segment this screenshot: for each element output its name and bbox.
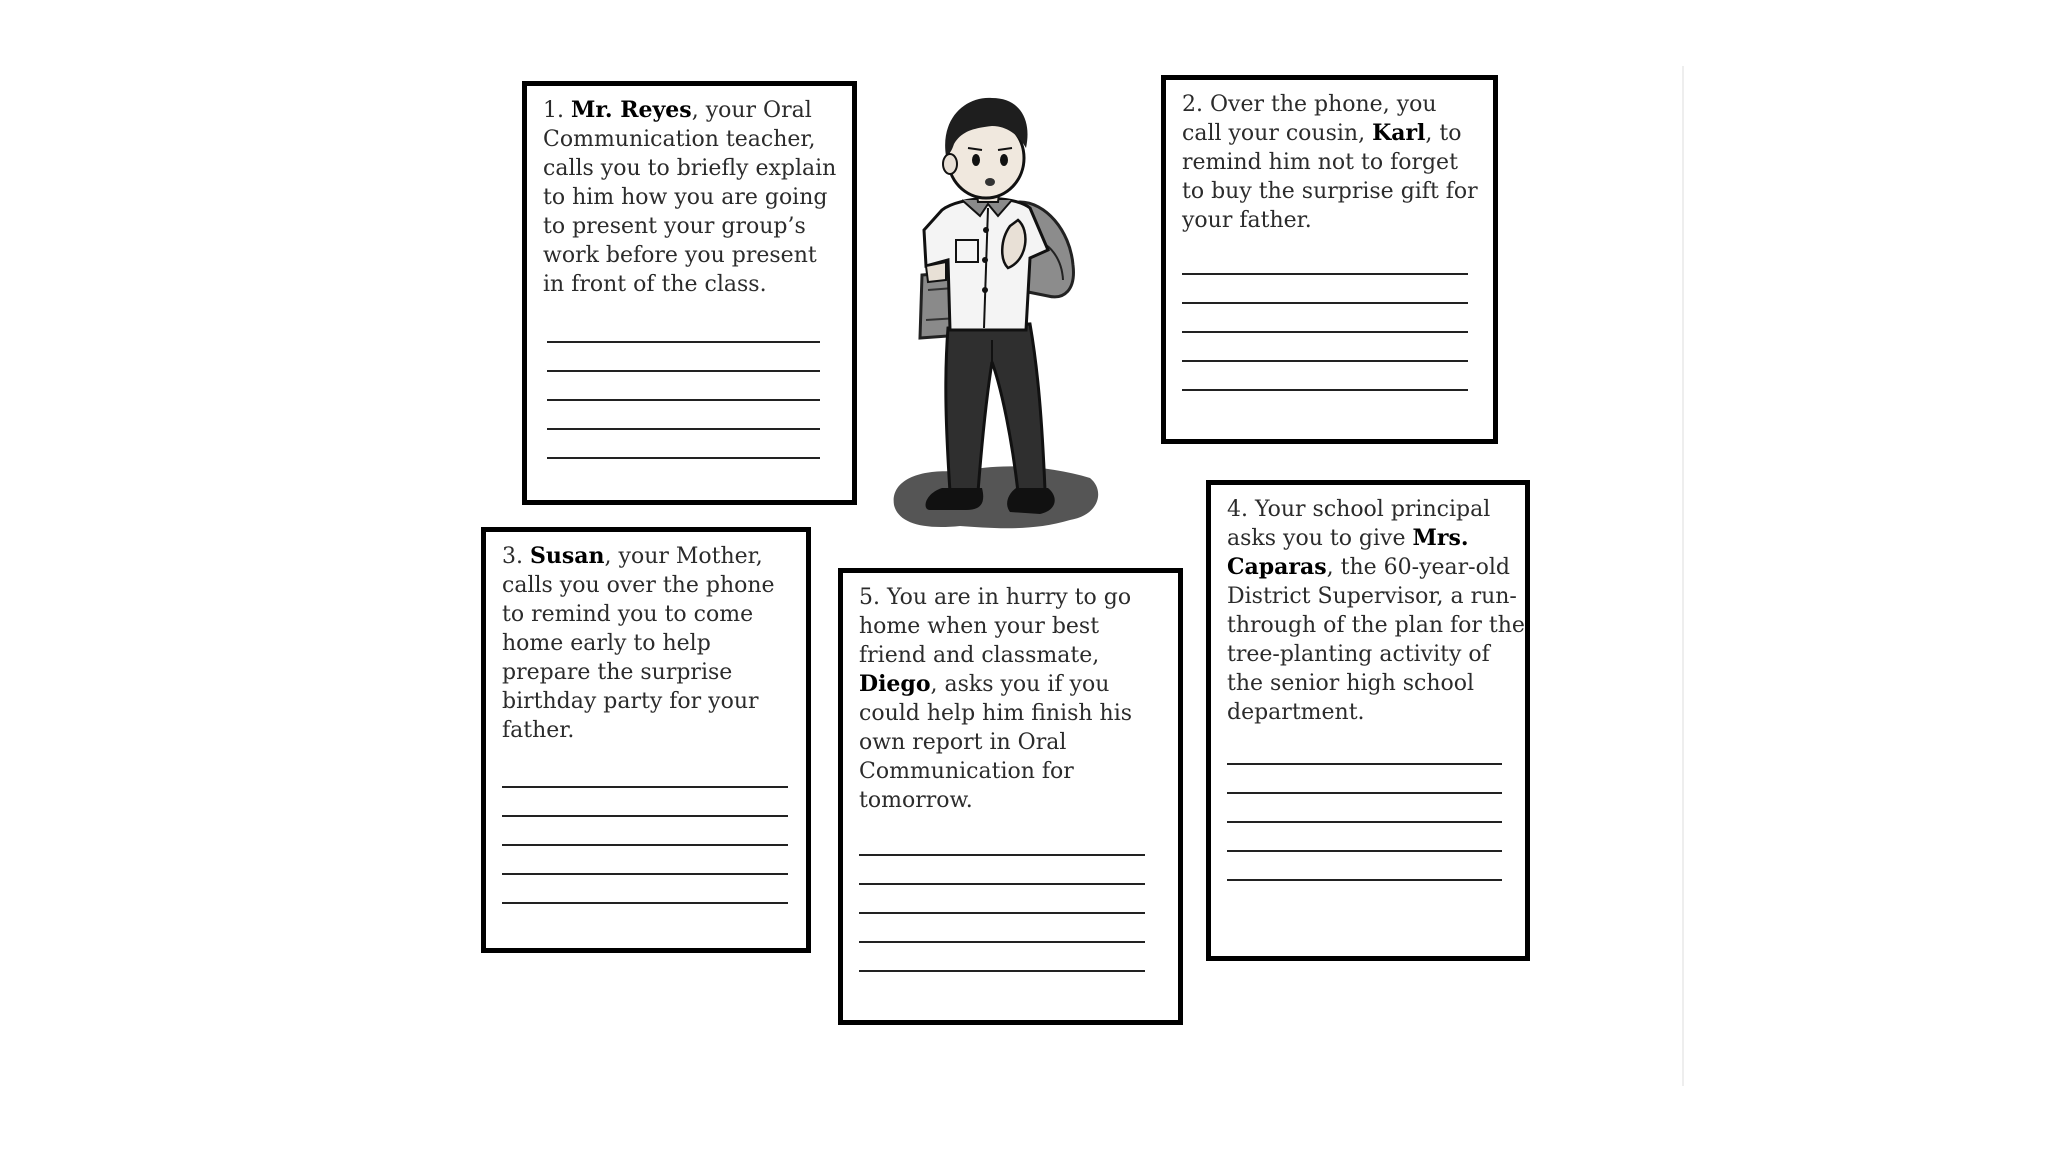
- answer-line[interactable]: [547, 370, 820, 372]
- scenario-text-3: 3. Susan, your Mother, calls you over the phone to remind you to come home early to help prepare the surprise birthday party for your father.: [502, 543, 775, 743]
- scenario-name-4: Mrs. Caparas: [1227, 525, 1469, 580]
- answer-line[interactable]: [859, 912, 1145, 914]
- answer-lines-3: [502, 786, 788, 906]
- scenario-card-5: [838, 568, 1183, 1025]
- answer-line[interactable]: [859, 970, 1145, 972]
- answer-line[interactable]: [547, 399, 820, 401]
- scenario-card-4: [1206, 480, 1530, 961]
- scenario-text-4: 4. Your school principal asks you to give Mrs. Caparas, the 60-year-old District Supervisor, a run-through of the plan for the tree-planting activity of the senior high school department.: [1227, 497, 1525, 725]
- page-divider: [1682, 66, 1684, 1086]
- answer-lines-1: [547, 341, 820, 461]
- scenario-card-2: [1161, 75, 1498, 444]
- answer-line[interactable]: [502, 786, 788, 788]
- answer-lines-2: [1182, 273, 1468, 393]
- scenario-text-1: 1. Mr. Reyes, your Oral Communication teacher, calls you to briefly explain to him how you are going to present your group’s work before you present in front of the class.: [543, 97, 837, 297]
- scenario-card-1: [522, 81, 857, 505]
- scenario-name-1: Mr. Reyes: [571, 97, 692, 123]
- answer-line[interactable]: [1182, 360, 1468, 362]
- answer-lines-4: [1227, 763, 1502, 883]
- answer-line[interactable]: [502, 844, 788, 846]
- answer-line[interactable]: [1182, 273, 1468, 275]
- scenario-card-3: [481, 527, 811, 953]
- answer-line[interactable]: [1182, 302, 1468, 304]
- answer-line[interactable]: [1227, 763, 1502, 765]
- answer-line[interactable]: [859, 883, 1145, 885]
- answer-line[interactable]: [502, 815, 788, 817]
- answer-line[interactable]: [859, 941, 1145, 943]
- scenario-name-3: Susan: [530, 543, 605, 569]
- answer-line[interactable]: [1227, 821, 1502, 823]
- answer-line[interactable]: [1227, 879, 1502, 881]
- answer-line[interactable]: [547, 457, 820, 459]
- scenario-name-5: Diego: [859, 671, 931, 697]
- answer-line[interactable]: [1227, 792, 1502, 794]
- student-with-backpack-illustration: [880, 90, 1110, 545]
- answer-line[interactable]: [502, 873, 788, 875]
- scenario-name-2: Karl: [1372, 120, 1426, 146]
- answer-line[interactable]: [1182, 331, 1468, 333]
- student-illustration-svg: [880, 90, 1110, 545]
- answer-line[interactable]: [859, 854, 1145, 856]
- answer-lines-5: [859, 854, 1145, 974]
- answer-line[interactable]: [502, 902, 788, 904]
- answer-line[interactable]: [547, 428, 820, 430]
- scenario-text-5: 5. You are in hurry to go home when your best friend and classmate, Diego, asks you if you could help him finish his own report in Oral Communication for tomorrow.: [859, 585, 1133, 813]
- scenario-text-2: 2. Over the phone, you call your cousin, Karl, to remind him not to forget to buy the surprise gift for your father.: [1182, 92, 1478, 233]
- answer-line[interactable]: [1182, 389, 1468, 391]
- answer-line[interactable]: [547, 341, 820, 343]
- answer-line[interactable]: [1227, 850, 1502, 852]
